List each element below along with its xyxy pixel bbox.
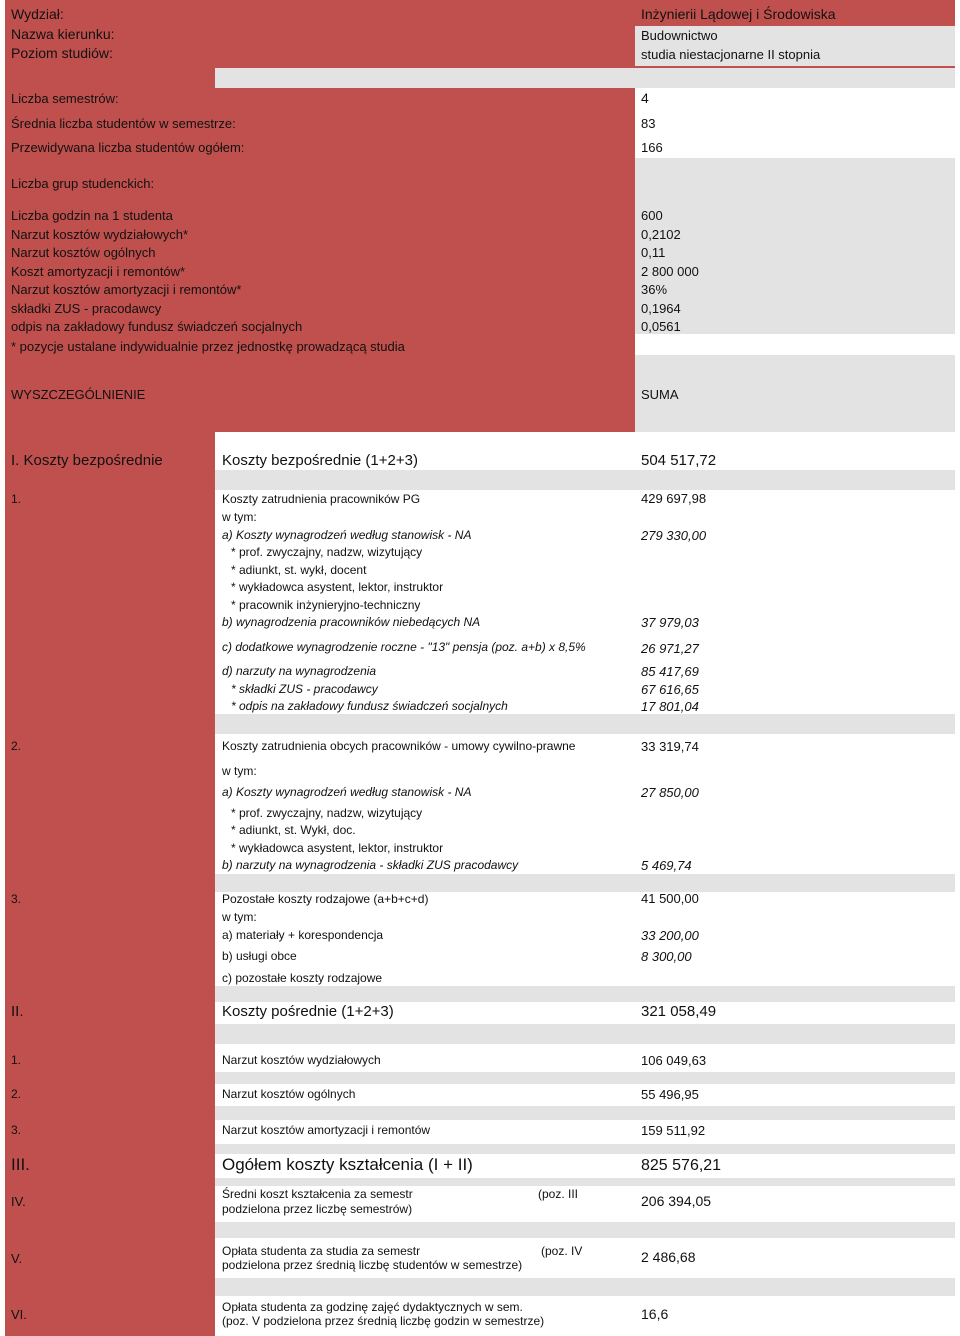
item-title: Koszty zatrudnienia obcych pracowników - umowy cywilno-prawne — [222, 739, 576, 753]
subitem-label: b) narzuty na wynagrodzenia - składki ZUS pracodawcy — [222, 858, 519, 872]
bar-a — [215, 470, 955, 490]
bar-e — [215, 1024, 955, 1044]
item-value: 159 511,92 — [641, 1123, 706, 1138]
footnote: * pozycje ustalane indywidualnie przez jednostkę prowadzącą studia — [11, 339, 405, 354]
param-value: 0,0561 — [641, 319, 681, 334]
section-title-ref: (poz. III — [538, 1187, 579, 1201]
param-value: 4 — [641, 90, 649, 106]
item-title: Pozostałe koszty rodzajowe (a+b+c+d) — [222, 892, 429, 906]
bar-f — [215, 1072, 955, 1084]
kierunek-value: Budownictwo — [641, 28, 718, 43]
param-label: składki ZUS - pracodawcy — [11, 301, 162, 316]
params-values-1 — [635, 158, 955, 206]
param-value: 36% — [641, 282, 668, 297]
wtym-label: w tym: — [222, 510, 257, 524]
section-title-line1: Opłata studenta za godzinę zajęć dydaktycznych w sem. — [222, 1300, 523, 1314]
wtym-label: w tym: — [222, 910, 257, 924]
item-num: 2. — [11, 739, 22, 753]
param-value: 0,2102 — [641, 227, 681, 242]
subitem-value: 5 469,74 — [641, 858, 692, 873]
item-title: Narzut kosztów wydziałowych — [222, 1053, 381, 1067]
subitem-detail: * wykładowca asystent, lektor, instruktor — [231, 580, 444, 594]
subitem-label: a) Koszty wynagrodzeń według stanowisk - NA — [222, 785, 472, 799]
subitem-label: d) narzuty na wynagrodzenia — [222, 664, 377, 678]
subitem-detail: * adiunkt, st. Wykł, doc. — [231, 823, 356, 837]
param-label: Narzut kosztów wydziałowych* — [11, 227, 189, 242]
left-column-band — [5, 432, 215, 1336]
section-value: 504 517,72 — [641, 452, 717, 469]
section-value: 16,6 — [641, 1306, 669, 1322]
param-label: Narzut kosztów amortyzacji i remontów* — [11, 282, 242, 297]
subitem-detail: * pracownik inżynieryjno-techniczny — [231, 598, 421, 612]
header-row-sum-cell — [635, 355, 955, 432]
bar-k — [215, 1278, 955, 1296]
subitem-label: b) wynagrodzenia pracowników niebedących NA — [222, 615, 481, 629]
item-value: 33 319,74 — [641, 739, 699, 754]
section-title: Koszty pośrednie (1+2+3) — [222, 1003, 394, 1020]
param-label: Liczba godzin na 1 studenta — [11, 208, 173, 223]
item-value: 429 697,98 — [641, 491, 707, 506]
param-label: Liczba semestrów: — [11, 91, 119, 106]
item-value: 55 496,95 — [641, 1087, 699, 1102]
subitem-detail: * prof. zwyczajny, nadzw, wizytujący — [231, 545, 423, 559]
section-title-line1: Średni koszt kształcenia za semestr — [222, 1187, 413, 1201]
subitem-label: a) Koszty wynagrodzeń według stanowisk - NA — [222, 528, 472, 542]
bar-b — [215, 714, 955, 734]
section-num: V. — [11, 1251, 23, 1266]
param-label: Średnia liczba studentów w semestrze: — [11, 116, 236, 131]
section-num: IV. — [11, 1194, 26, 1209]
param-label: Narzut kosztów ogólnych — [11, 245, 156, 260]
section-value: 2 486,68 — [641, 1249, 696, 1265]
section-title-line2: podzielona przez liczbę semestrów) — [222, 1202, 413, 1216]
param-label: odpis na zakładowy fundusz świadczeń socjalnych — [11, 319, 303, 334]
subitem-value: 27 850,00 — [641, 785, 699, 800]
section-num: II. — [11, 1003, 24, 1020]
subitem-label: * odpis na zakładowy fundusz świadczeń socjalnych — [231, 699, 508, 713]
wydzial-value: Inżynierii Lądowej i Środowiska — [641, 6, 836, 22]
param-label: Liczba grup studenckich: — [11, 176, 155, 191]
section-value: 321 058,49 — [641, 1003, 717, 1020]
subitem-value: 85 417,69 — [641, 664, 699, 679]
item-num: 1. — [11, 1053, 22, 1067]
param-value: 2 800 000 — [641, 264, 699, 279]
section-title: Koszty bezpośrednie (1+2+3) — [222, 452, 418, 469]
section-value: 825 576,21 — [641, 1157, 722, 1174]
bar-i — [215, 1178, 955, 1186]
item-title: Koszty zatrudnienia pracowników PG — [222, 492, 421, 506]
bar-h — [215, 1144, 955, 1154]
section-value: 206 394,05 — [641, 1193, 712, 1209]
poziom-value: studia niestacjonarne II stopnia — [641, 47, 821, 62]
subitem-value: 37 979,03 — [641, 615, 699, 630]
subitem-detail: * wykładowca asystent, lektor, instruktor — [231, 841, 444, 855]
item-title: Narzut kosztów ogólnych — [222, 1087, 356, 1101]
section-title-line2: (poz. V podzielona przez średnią liczbę godzin w semestrze) — [222, 1314, 545, 1328]
section-num: I. Koszty bezpośrednie — [11, 452, 163, 469]
item-num: 2. — [11, 1087, 22, 1101]
wydzial-label: Wydział: — [11, 6, 64, 22]
subitem-value: 17 801,04 — [641, 699, 699, 714]
section-num: III. — [11, 1155, 30, 1174]
wtym-label: w tym: — [222, 764, 257, 778]
bar-j — [215, 1222, 955, 1238]
spacer-left — [5, 68, 215, 88]
poziom-label: Poziom studiów: — [11, 45, 113, 61]
kierunek-label: Nazwa kierunku: — [11, 26, 115, 42]
subitem-detail: * adiunkt, st. wykł, docent — [231, 563, 367, 577]
subitem-value: 8 300,00 — [641, 949, 692, 964]
section-title: Ogółem koszty kształcenia (I + II) — [222, 1155, 473, 1174]
bar-d — [215, 986, 955, 1002]
item-num: 1. — [11, 492, 22, 506]
subitem-label: b) usługi obce — [222, 949, 297, 963]
section-title-line2: podzielona przez średnią liczbę studentów w semestrze) — [222, 1258, 523, 1272]
item-value: 41 500,00 — [641, 891, 699, 906]
subitem-label: a) materiały + korespondencja — [222, 928, 384, 942]
param-value: 0,11 — [641, 245, 666, 260]
param-value: 83 — [641, 116, 656, 131]
section-num: VI. — [11, 1307, 27, 1322]
subitem-label: c) dodatkowe wynagrodzenie roczne - "13" pensja (poz. a+b) x 8,5% — [222, 640, 586, 654]
subitem-value: 67 616,65 — [641, 682, 699, 697]
section-title-line1: Opłata studenta za studia za semestr — [222, 1244, 421, 1258]
param-label: Koszt amortyzacji i remontów* — [11, 264, 186, 279]
item-title: Narzut kosztów amortyzacji i remontów — [222, 1123, 431, 1137]
spacer-right — [215, 68, 955, 88]
param-label: Przewidywana liczba studentów ogółem: — [11, 140, 245, 155]
item-num: 3. — [11, 892, 22, 906]
bar-c — [215, 874, 955, 892]
column-header-wyszczegolnienie: WYSZCZEGÓLNIENIE — [11, 387, 146, 402]
bar-g — [215, 1106, 955, 1120]
subitem-detail: * prof. zwyczajny, nadzw, wizytujący — [231, 806, 423, 820]
subitem-label: c) pozostałe koszty rodzajowe — [222, 971, 383, 985]
subitem-label: * składki ZUS - pracodawcy — [231, 682, 378, 696]
subitem-value: 279 330,00 — [641, 528, 707, 543]
subitem-value: 26 971,27 — [641, 641, 699, 656]
param-value: 600 — [641, 208, 663, 223]
section-title-ref: (poz. IV — [541, 1244, 583, 1258]
subitem-value: 33 200,00 — [641, 928, 699, 943]
item-value: 106 049,63 — [641, 1053, 707, 1068]
param-value: 0,1964 — [641, 301, 681, 316]
item-num: 3. — [11, 1123, 22, 1137]
column-header-suma: SUMA — [641, 387, 679, 402]
param-value: 166 — [641, 140, 663, 155]
